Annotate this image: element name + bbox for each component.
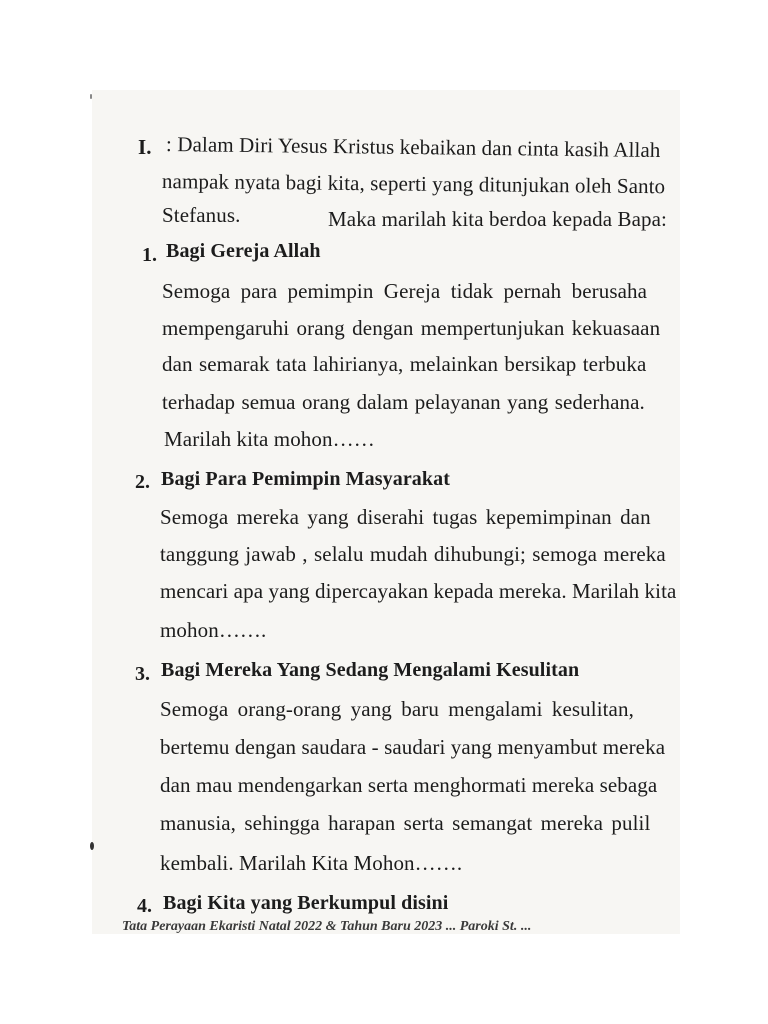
scan-speck: [90, 842, 94, 850]
section-body-line: tanggung jawab , selalu mudah dihubungi; semoga mereka: [160, 542, 666, 566]
section-body-line: bertemu dengan saudara - saudari yang menyambut mereka: [160, 735, 666, 759]
section-body-line: Semoga orang-orang yang baru mengalami kesulitan,: [160, 697, 634, 721]
section-body-line: kembali. Marilah Kita Mohon…….: [160, 851, 463, 875]
section-body-line: Marilah kita mohon……: [164, 427, 375, 451]
page-footer: Tata Perayaan Ekaristi Natal 2022 & Tahun Baru 2023 ... Paroki St. ...: [122, 919, 532, 934]
section-body-line: Semoga para pemimpin Gereja tidak pernah berusaha: [162, 279, 648, 303]
intro-line-2: nampak nyata bagi kita, seperti yang ditunjukan oleh Santo: [161, 169, 666, 199]
section-number: 2.: [135, 471, 150, 493]
section-body-line: mempengaruhi orang dengan mempertunjukan kekuasaan: [162, 316, 661, 340]
section-body-line: dan mau mendengarkan serta menghormati mereka sebaga: [160, 773, 658, 797]
section-body-line: Semoga mereka yang diserahi tugas kepemimpinan dan: [160, 505, 651, 529]
section-title: Bagi Kita yang Berkumpul disini: [163, 892, 449, 914]
intro-line-3-right: Maka marilah kita berdoa kepada Bapa:: [328, 207, 667, 231]
section-title: Bagi Gereja Allah: [166, 240, 321, 262]
section-title: Bagi Para Pemimpin Masyarakat: [161, 468, 450, 490]
intro-marker: I.: [138, 135, 152, 159]
section-number: 3.: [135, 663, 150, 685]
section-title: Bagi Mereka Yang Sedang Mengalami Kesulitan: [161, 659, 580, 681]
intro-line-3-left: Stefanus.: [162, 203, 241, 227]
section-number: 1.: [142, 244, 157, 266]
section-body-line: mohon…….: [160, 618, 267, 642]
section-body-line: terhadap semua orang dalam pelayanan yang sederhana.: [162, 390, 645, 414]
scan-speck: [90, 94, 92, 99]
section-body-line: manusia, sehingga harapan serta semangat mereka pulil: [160, 811, 651, 835]
section-body-line: dan semarak tata lahirianya, melainkan bersikap terbuka: [162, 352, 647, 376]
section-body-line: mencari apa yang dipercayakan kepada mereka. Marilah kita: [160, 579, 677, 603]
section-number: 4.: [137, 895, 152, 917]
intro-line-1: : Dalam Diri Yesus Kristus kebaikan dan cinta kasih Allah: [165, 132, 661, 163]
